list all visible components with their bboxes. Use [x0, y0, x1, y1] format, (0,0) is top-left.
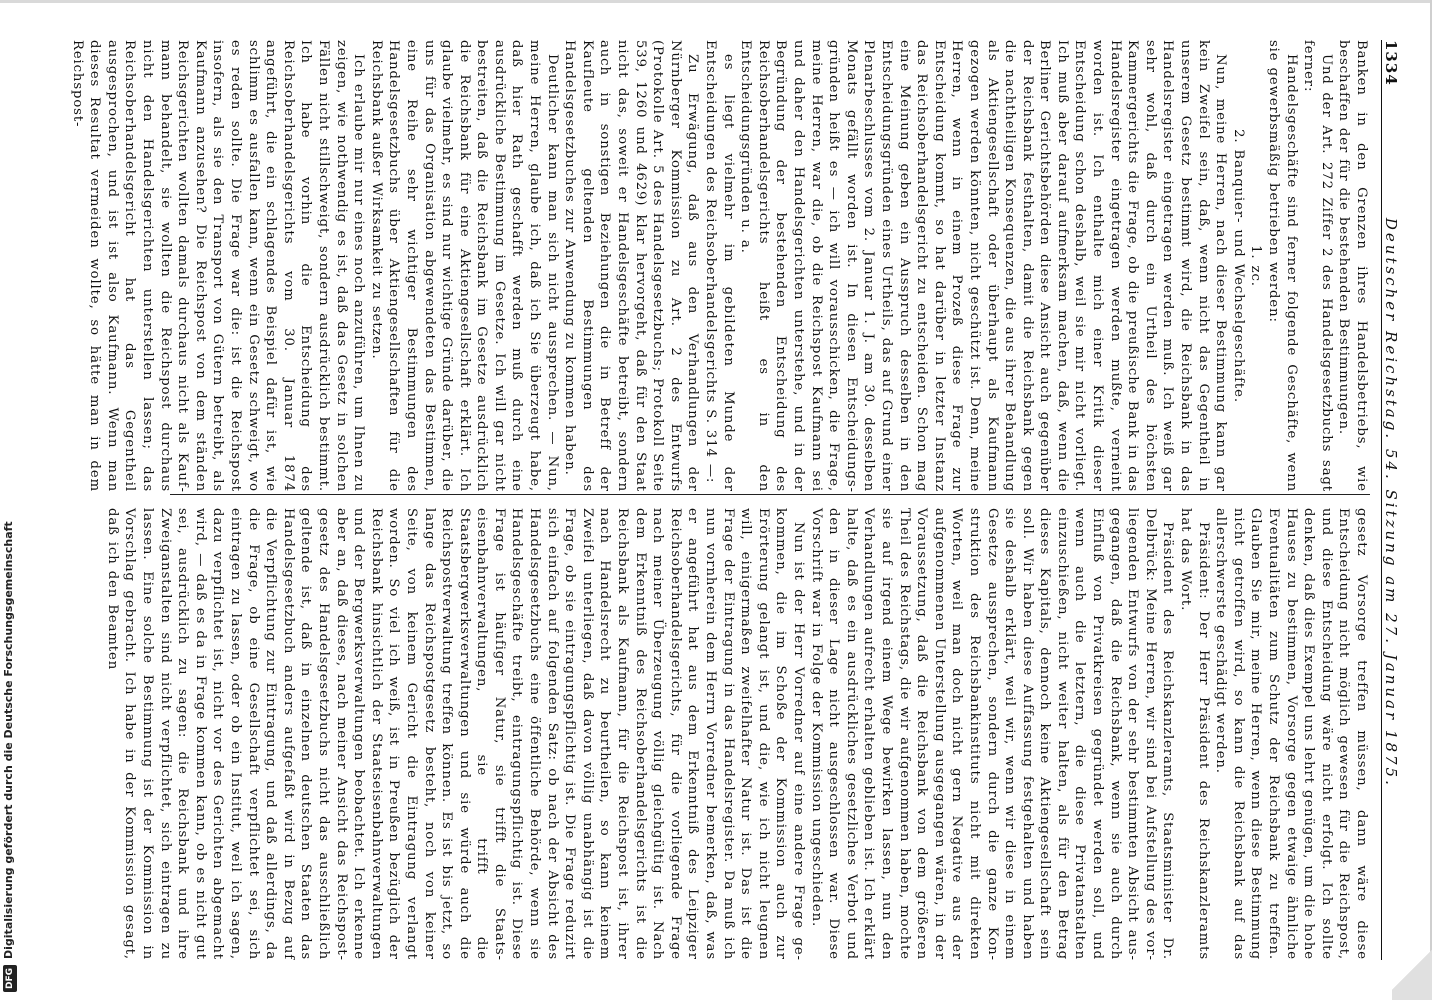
- paragraph: Ich erlaube mir nur eines noch anzuführen, um Ihnen zu zeigen, wie nothwendig es ist, daß das Gesetz in solchen Fällen nicht stillschweigt, sondern ausdrücklich bestimmt. Ich habe vorhin die Entscheidung des Reichsoberhandelsgerichts vom 30. Januar 1874 angeführt, die ein schlagendes Beispiel dafür ist, wie schlimm es ausfallen kann, wenn ein Gesetz schweigt, wo es reden sollte. Die Frage war die: ist die Reichspost insofern, als sie den Transport von Gütern betreibt, als Kaufmann anzusehen? Die Reichspost von dem ständen Reichsgerichten wollten damals durchaus nicht als Kaufmann behandelt, sie wollten die Reichspost durchaus nicht den Handelsgerichten unterstellen lassen; das Reichsoberhandelsgericht hat das Gegentheil ausgesprochen, und ist ist also Kaufmann. Wenn man dieses Resultat vermeiden wollte, so hätte man in dem Reichspost-: [69, 40, 367, 492]
- paragraph: Banken in den Grenzen ihres Handelsbetriebs, wie beschaffen der für die bestehenden Bestimmungen.: [1336, 40, 1369, 492]
- list-item: 2. Banquier- und Wechselgeschäfte.: [1230, 129, 1246, 403]
- credit-text: Digitalisierung gefördert durch die Deutsche Forschungsgemeinschaft: [2, 521, 15, 959]
- paragraph: Deutlicher kann man sich nicht aussprechen. — Nun, meine Herren, glaube ich, daß ich Sie überzeugt habe, daß hier Rath geschafft werden muß durch eine ausdrückliche Bestimmung im Gesetze. Ich will gar nicht bestreiten, daß die Reichsbank im Gesetze ausdrücklich die Reichsbank für eine Aktiengesellschaft erklärt. Ich glaube vielmehr, es sind nur wichtige Gründe darüber, die uns für das Organisation abgewendeten das Bestimmen, eine Reihe sehr wichtiger Bestimmungen des Handelsgesetzbuchs über Aktiengesellschaften für die Reichsbank außer Wirksamkeit zu setzen.: [368, 40, 560, 492]
- list-item: 1. zc.: [1248, 245, 1264, 287]
- left-column: [68, 40, 1370, 492]
- paragraph: Nun, meine Herren, nach dieser Bestimmung kann gar kein Zweifel sein, daß, wenn nicht das Gegentheil in unserem Gesetz bestimmt wird, die Reichsbank in das Handelsregister eingetragen werden muß. Ich weiß gar sehr wohl, daß durch ein Urtheil des höchsten Kammergerichts die Frage, ob die preußische Bank in das Handelsregister eingetragen werden mußte, verneint worden ist. Ich enthalte mich einer Kritik dieser Entscheidung schon deshalb, weil sie mir nicht vorliegt. Ich muß aber darauf aufmerksam machen, daß, wenn die Berliner Gerichtsbehörden diese Ansicht auch gegenüber der Reichsbank festhalten, damit die Reichsbank gegen die nachtheiligen Konsequenzen, die aus ihrer Behandlung als Aktiengesellschaft oder überhaupt als Kaufmann gezogen werden könnten, nicht geschützt ist. Denn, meine Herren, wenn in einem Prozeß diese Frage zur Entscheidung kommt, so hat darüber in letzter Instanz das Reichsoberhandelsgericht zu entscheiden. Schon mag eine Meinung geben ein Ausspruch desselben in den Entscheidungsgründen eines Urtheils, das auf Grund einer Plenarbeschlusses vom 2. Januar 1. J. am 30. desselben Monats gefällt worden ist. In diesen Entscheidungsgründen heißt es — ich will vorausschicken, die Frage, meine Herren, war die, ob die Reichspost Kaufmann sei und daher den Handelsgerichten unterstehe, und in der Begründung der bestehenden Entscheidung des Reichsoberhandelsgerichts heißt es in den Entscheidungsgründen u. a.: [738, 40, 1229, 492]
- quote: Zu Erwägung, daß aus den Verhandlungen der Nürnberger Kommission zu Art. 2 des Entwurfs (Protokolle Art. 5 des Handelsgesetzbuchs; Protokoll Seite 539, 1260 und 4629) klar hervorgeht, daß für den Staat nicht das, soweit er Handelsgeschäfte betreibt, sondern auch in sonstigen Beziehungen die in Betreff der Kaufleute geltenden Bestimmungen des Handelsgesetzbuches zur Anwendung zu kommen haben.: [562, 40, 701, 492]
- page-number: 1334: [1382, 40, 1400, 86]
- paragraph: Nun ist der Herr Vorredner auf eine andere Frage gekommen, die im Schoße der Kommission auch zur Erörterung gelangt ist, und die, wie ich nicht leugnen will, einigermaßen zweifelhafter Natur ist. Das ist die Frage der Eintragung in das Handelsregister. Da muß ich nun vornherein dem Herrn Vorredner bemerken, daß, was er angeführt hat aus dem Erkenntniß des Leipziger Reichsoberhandelsgerichts, für die vorliegende Frage nach meiner Überzeugung völlig gleichgültig ist. Nach dem Erkenntniß des Reichsoberhandelsgerichts ist die Reichsbank als Kaufmann, für die Reichspost ist, ihrer nach Handelsrecht zu beurtheilen, so kann keinem Zweifel unterliegen, daß davon völlig unabhängig ist die Frage, ob sie eintragungspflichtig ist. Die Frage reduzirt sich einfach auf folgenden Satz: ob nach der Absicht des Handelsgesetzbuchs eine öffentliche Behörde, wenn sie Handelsgeschäfte treibt, eintragungspflichtig ist. Diese Frage ist häufiger Natur, sie trifft die Staatseisenbahnverwaltungen, sie trifft die Staatsbergwerksverwaltungen und sie würde auch die Reichspostverwaltung treffen können. Es ist bis jetzt, so lange das Reichspostgesetz besteht, noch von keiner Seite, von keinem Gericht die Eintragung verlangt worden. So viel ich weiß, ist in Preußen bezüglich der Reichsbank hinsichtlich der Staatseisenbahnverwaltungen und der Bergwerksverwaltungen beobachtet. Ich erkenne aber an, daß dieses, nach meiner Ansicht das Reichspostgesetz des Handelsgesetzbuchs nicht das ausschließlich geltende ist, daß in einzelnen deutschen Staaten das Handelsgesetzbuch anders aufgefaßt wird in Bezug auf die Verpflichtung zur Eintragung, und daß allerdings, da die Frage, ob eine Gesellschaft verpflichtet sei, sich eintragen zu lassen, oder ob ein Institut, weil ich sagen, dazu verpflichtet ist, nicht vor des Gerichten abgemacht wird, — daß es da in Frage kommen kann, ob es nicht gut sei, ausdrücklich zu sagen: die Reichsbank und ihre Zweiganstalten sind nicht verpflichtet, sich eintragen zu lassen. Eine solche Bestimmung ist der Kommission in Vorschlag gebracht. Ich habe in der Kommission gesagt, daß ich den Beamten: [104, 508, 806, 960]
- page-header: [1381, 40, 1404, 960]
- paragraph: gesetz Vorsorge treffen müssen, dann wäre diese Entscheidung nicht möglich gewesen für die Reichspost, und diese Entscheidung wäre nicht erfolgt. Ich sollte denken, daß dies Exempel uns lehrt genügen, um die hohe Hauses zu bestimmen, Vorsorge gegen etwaige ähnliche Eventualitäten zum Schutz der Reichsbank zu treffen. Glauben Sie mir, meine Herren, wenn diese Bestimmung nicht getroffen wird, so kann die Reichsbank auf das allerschwerste geschädigt werden.: [1213, 508, 1369, 960]
- dfg-logo-icon: DFG: [3, 965, 17, 992]
- right-column: [103, 508, 1370, 960]
- paragraph: es liegt vielmehr im gebildeten Munde der Entscheidungen des Reichsoberhandelsgerichts S. 314 —:: [703, 40, 736, 492]
- quote: Handelsgeschäfte sind ferner folgende Geschäfte, wenn sie gewerbsmäßig betrieben werden:: [1266, 40, 1299, 492]
- speaker-paragraph: Präsident: Der Herr Präsident des Reichskanzleramts hat das Wort.: [1178, 508, 1211, 960]
- paragraph: Und der Art. 272 Ziffer 2 des Handelsgesetzbuchs sagt ferner:: [1301, 40, 1334, 492]
- digitization-credit: [2, 0, 16, 1000]
- column-divider: [170, 494, 1370, 495]
- speaker-paragraph: Präsident des Reichskanzleramts, Staatsminister Dr. Delbrück: Meine Herren, wir sind bei Aufstellung des vorliegenden Entwurfs von der sehr bestimmten Absicht ausgegangen, daß die Reichsbank, wenn sie auch durch Einfluß von Privatkreisen gegründet werden soll, und wenn auch die letztern, die diese Privatanstalten einzuschießen, nicht weiter halten, als für den Betrag dieses Kapitals, dennoch keine Aktiengesellschaft sein soll. Wir haben diese Auffassung festgehalten und haben sie deshalb erklärt, weil wir, wenn wir diese in einem Gesetze aussprechen, sondern durch die ganze Konstruktion des Reichsbankinstituts nicht mit direkten Worten, weil man doch nicht gern Negative aus der aufgenommenen Unterstellung ausgegangen wären, in der Voraussetzung, daß die Reichsbank von dem größeren Theil des Reichstags, die wir aufgenommen haben, mochte sie auf irgend einem Wege bewirken lassen, nun den Verhandlungen aufrecht erhalten geblieben ist. Ich erklärt halte, daß es ein ausdrückliches gesetzliches Verbot und den in dieser Lage nicht ausgeschlossen war. Diese Vorschrift war in Folge der Kommission ungeschieden.: [808, 508, 1176, 960]
- page-title: Deutscher Reichstag. 54. Sitzung am 27. Januar 1875.: [1382, 217, 1400, 788]
- rotated-page: [69, 0, 1432, 1000]
